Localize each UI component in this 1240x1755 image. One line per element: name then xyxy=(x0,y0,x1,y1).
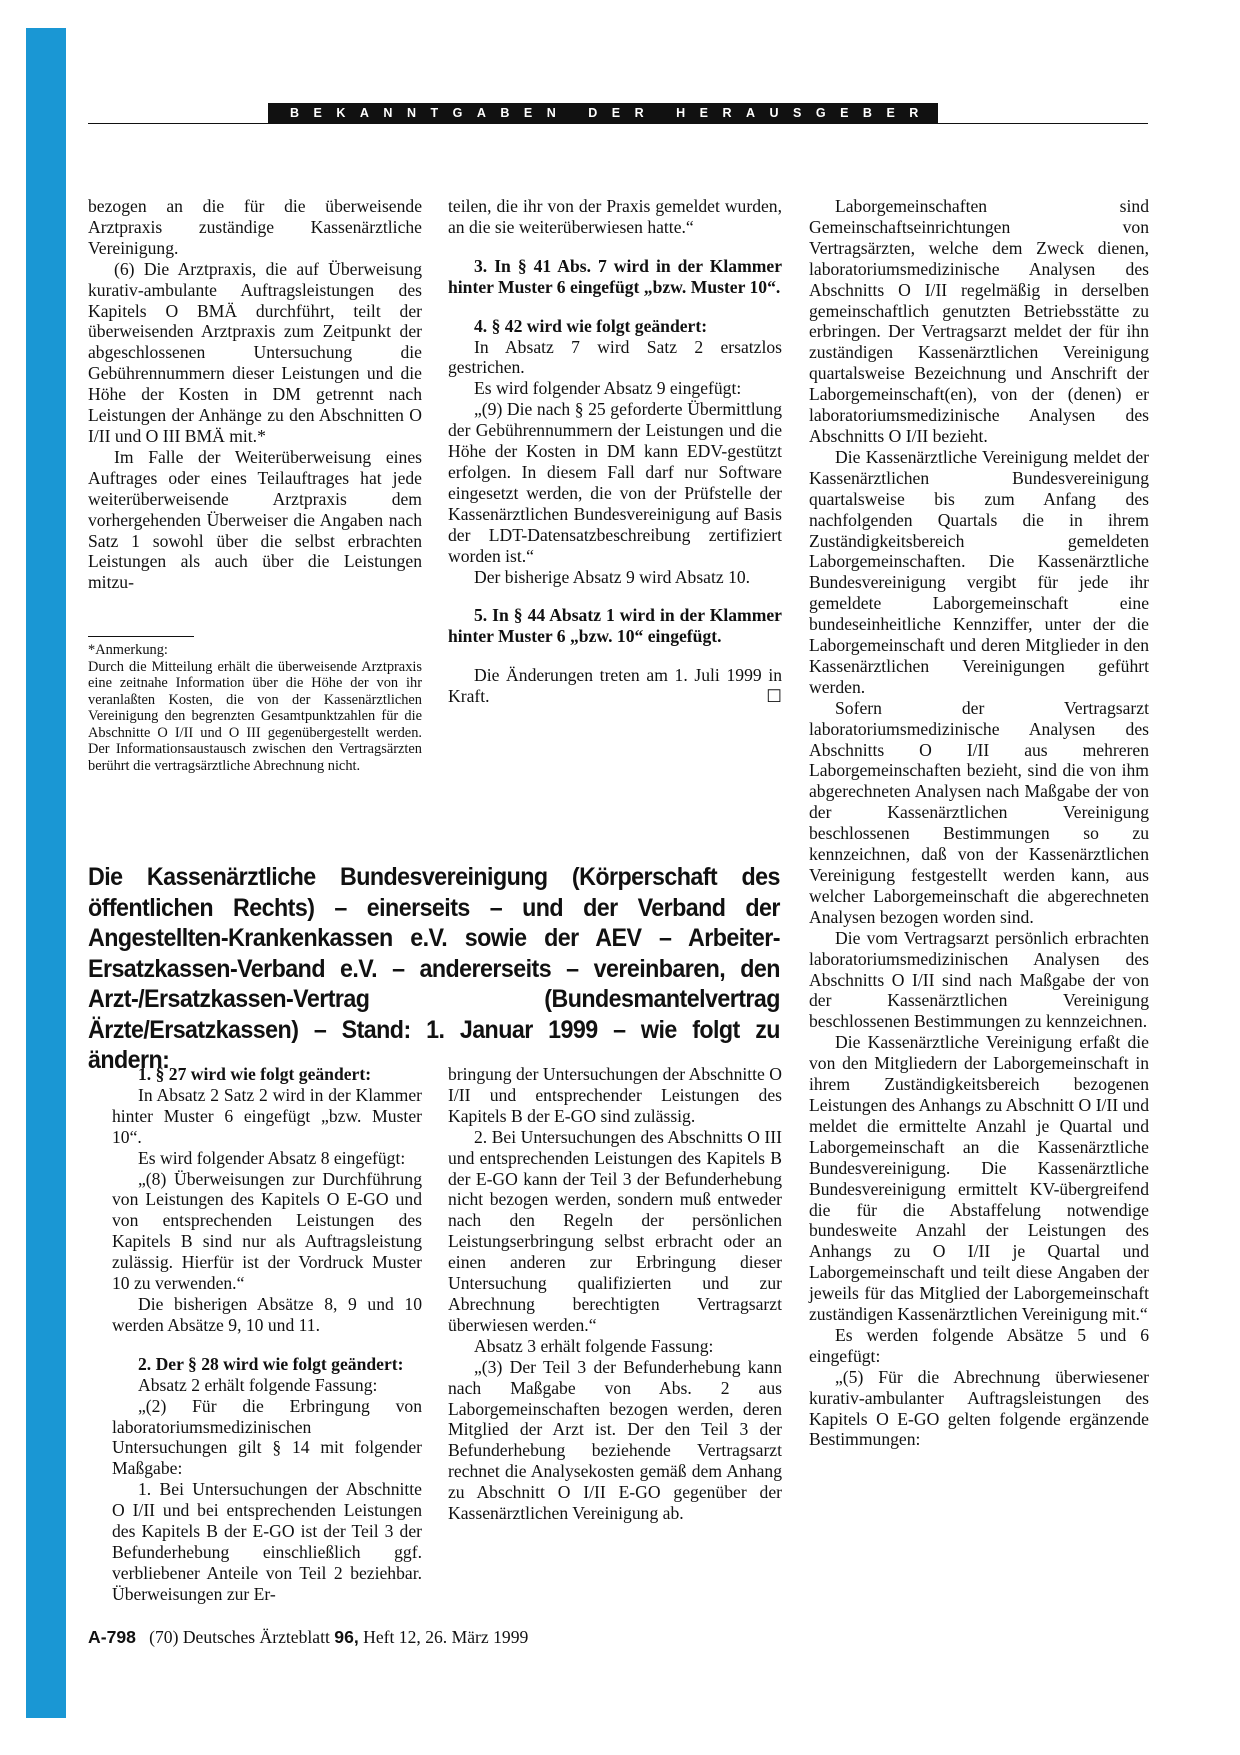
paragraph xyxy=(448,665,782,707)
paragraph: Die Kassenärztliche Vereinigung erfaßt die von den Mitgliedern der Laborgemeinschaft in ihrem Zuständigkeitsbereich bezogenen Leistungen des Anhangs zu Abschnitt O I/II und meldet die ermittelte Anzahl je Quartal und Laborgemeinschaft an die Kassenärztliche Bundesvereinigung. Die Kassenärztliche Bundesvereinigung ermittelt KV-übergreifend die für die Abstaffelung notwendige bundesweite Anzahl der Leistungen des Anhangs zu O I/II je Quartal und Laborgemeinschaft und teilt diese Angaben der jeweils für das Mitglied der Laborgemeinschaft zuständigen Kassenärztlichen Vereinigung mit.“ xyxy=(809,1032,1149,1325)
footnote-rule xyxy=(88,636,194,637)
footnote-label: *Anmerkung: xyxy=(88,642,168,658)
paragraph: „(5) Für die Abrechnung überwiesener kurativ-ambulanter Auftragsleistungen des Kapitels O E-GO gelten folgende ergänzende Bestimmungen: xyxy=(809,1366,1149,1450)
paragraph: Es werden folgende Absätze 5 und 6 eingefügt: xyxy=(809,1324,1149,1366)
closing-text: Die Änderungen treten am 1. Juli 1999 in Kraft. xyxy=(448,665,782,707)
citation-prefix: (70) Deutsches Ärzteblatt xyxy=(149,1627,335,1647)
section-heading-5: 5. In § 44 Absatz 1 wird in der Klammer hinter Muster 6 „bzw. 10“ eingefügt. xyxy=(448,605,782,647)
paragraph: Es wird folgender Absatz 9 eingefügt: xyxy=(474,378,742,399)
article-title: Die Kassenärztliche Bundesvereinigung (Körperschaft des öffentlichen Rechts) – einerseits – und der Verband der Angestellten-Krankenkassen e.V. sowie der AEV – Arbeiter-Ersatzkassen-Verband e.V. – andererseits – vereinbaren, den Arzt-/Ersatzkassen-Vertrag (Bundesmantelvertrag Ärzte/Ersatzkassen) – Stand: 1. Januar 1999 – wie folgt zu ändern: xyxy=(88,863,780,1074)
volume-number: 96, xyxy=(334,1627,359,1647)
paragraph: 1. Bei Untersuchungen der Abschnitte O I/II und bei entsprechenden Leistungen des Kapitels B der E-GO ist der Teil 3 der Befunderhebung einschließlich ggf. verbliebener Anteile von Teil 2 beziehbar. Überweisungen zur Er- xyxy=(112,1479,422,1604)
section-header: BEKANNTGABEN DER HERAUSGEBER xyxy=(268,103,938,123)
footnote-text: Durch die Mitteilung erhält die überweisende Arztpraxis eine zeitnahe Information über die Höhe der von ihr veranlaßten Kosten, die von der Kassenärztlichen Vereinigung den begrenzten Gesamtpunktzahlen für die Abschnitte O I/II und O III gegenübergestellt werden. Der Informationsaustausch zwischen den Vertragsärzten berührt die vertragsärztliche Abrechnung nicht. xyxy=(88,658,422,774)
paragraph: Die bisherigen Absätze 8, 9 und 10 werden Absätze 9, 10 und 11. xyxy=(112,1293,422,1335)
paragraph: Die vom Vertragsarzt persönlich erbrachten laboratoriumsmedizinischen Analysen des Abschnitts O I/II sind nach Maßgabe der von der Kassenärztlichen Vereinigung beschlossenen Bestimmungen zu kennzeichnen. xyxy=(809,927,1149,1032)
header-rule xyxy=(88,123,1148,124)
paragraph: In Absatz 7 wird Satz 2 ersatzlos gestrichen. xyxy=(448,336,782,378)
paragraph: Absatz 3 erhält folgende Fassung: xyxy=(474,1335,714,1356)
page-footer xyxy=(88,1627,528,1648)
paragraph: „(8) Überweisungen zur Durchführung von Leistungen des Kapitels O E-GO und von entsprechenden Leistungen des Kapitels B sind nur als Auftragsleistung zulässig. Hierfür ist der Vordruck Muster 10 zu verwenden.“ xyxy=(112,1168,422,1294)
paragraph: Laborgemeinschaften sind Gemeinschaftseinrichtungen von Vertragsärzten, welche dem Zweck dienen, laboratoriumsmedizinische Analysen des Abschnitts O I/II regelmäßig in derselben gemeinschaftlich genutzten Betriebsstätte zu erbringen. Der Vertragsarzt meldet der für ihn zuständigen Kassenärztlichen Vereinigung quartalsweise Bezeichnung und Anschrift der Laborgemeinschaft(en), von der (denen) er laboratoriumsmedizinische Analysen des Abschnitts O I/II bezieht. xyxy=(809,196,1149,446)
blue-side-bar xyxy=(26,28,66,1718)
footnote xyxy=(88,642,422,774)
end-mark-icon: ☐ xyxy=(766,686,782,707)
paragraph: Absatz 2 erhält folgende Fassung: xyxy=(138,1374,378,1395)
paragraph: „(2) Für die Erbringung von laboratoriumsmedizinischen Untersuchungen gilt § 14 mit folgender Maßgabe: xyxy=(112,1395,422,1479)
column-5 xyxy=(448,1064,782,1524)
paragraph: „(9) Die nach § 25 geforderte Übermittlung der Gebührennummern der Leistungen und die Höhe der Kosten in DM kann EDV-gestützt erfolgen. In diesem Fall darf nur Software eingesetzt werden, die von der Prüfstelle der Kassenärztlichen Bundesvereinigung auf Basis der LDT-Datensatzbeschreibung zertifiziert worden ist.“ xyxy=(448,399,782,566)
paragraph: Sofern der Vertragsarzt laboratoriumsmedizinische Analysen des Abschnitts O I/II aus mehreren Laborgemeinschaften bezieht, sind die von ihm abgerechneten Analysen nach Maßgabe der von der Kassenärztlichen Vereinigung beschlossenen Bestimmungen so zu kennzeichnen, daß von der Kassenärztlichen Vereinigung festgestellt werden kann, aus welcher Laborgemeinschaft die abgerechneten Analysen bezogen worden sind. xyxy=(809,697,1149,927)
paragraph: (6) Die Arztpraxis, die auf Überweisung kurativ-ambulante Auftragsleistungen des Kapitels O BMÄ durchführt, teilt der überweisenden Arztpraxis zum Zeitpunkt der abgeschlossenen Untersuchung die Gebührennummern dieser Leistungen und die Höhe der Kosten in DM getrennt nach Leistungen der Anhänge zu den Abschnitten O I/II und O III BMÄ mit.* xyxy=(88,258,422,446)
paragraph: Es wird folgender Absatz 8 eingefügt: xyxy=(138,1147,406,1168)
paragraph: In Absatz 2 Satz 2 wird in der Klammer hinter Muster 6 eingefügt „bzw. Muster 10“. xyxy=(112,1084,422,1147)
column-1 xyxy=(88,196,422,593)
column-4 xyxy=(112,1064,422,1605)
section-heading-3: 3. In § 41 Abs. 7 wird in der Klammer hinter Muster 6 eingefügt „bzw. Muster 10“. xyxy=(448,255,782,297)
paragraph: Der bisherige Absatz 9 wird Absatz 10. xyxy=(474,566,751,587)
paragraph: teilen, die ihr von der Praxis gemeldet wurden, an die sie weiterüberwiesen hatte.“ xyxy=(448,196,782,237)
section-heading-4: 4. § 42 wird wie folgt geändert: xyxy=(474,315,708,336)
paragraph: Im Falle der Weiterüberweisung eines Auftrages oder eines Teilauftrages hat jede weiterüberweisende Arztpraxis dem vorhergehenden Überweiser die Angaben nach Satz 1 sowohl über die selbst erbrachten Leistungen als auch über die Leistungen mitzu- xyxy=(88,446,422,593)
column-2 xyxy=(448,196,782,707)
column-3 xyxy=(809,196,1149,1450)
paragraph: Die Kassenärztliche Vereinigung meldet der Kassenärztlichen Bundesvereinigung quartalsweise bis zum Anfang des nachfolgenden Quartals die in ihrem Zuständigkeitsbereich gemeldeten Laborgemeinschaften. Die Kassenärztliche Bundesvereinigung vergibt für jede ihr gemeldete Laborgemeinschaft eine bundeseinheitliche Kennziffer, unter der die Laborgemeinschaft und deren Mitglieder in den Kassenärztlichen Vereinigungen geführt werden. xyxy=(809,446,1149,697)
paragraph: „(3) Der Teil 3 der Befunderhebung kann nach Maßgabe von Abs. 2 aus Laborgemeinschaften bezogen werden, deren Mitglied der Arzt ist. Der den Teil 3 der Befunderhebung beziehende Vertragsarzt rechnet die Analysekosten gemäß dem Anhang zu Abschnitt O I/II E-GO gegenüber der Kassenärztlichen Vereinigung ab. xyxy=(448,1356,782,1524)
citation-suffix: Heft 12, 26. März 1999 xyxy=(358,1627,529,1647)
paragraph: bezogen an die für die überweisende Arztpraxis zuständige Kassenärztliche Vereinigung. xyxy=(88,196,422,258)
page-number: A-798 xyxy=(88,1627,136,1647)
paragraph: 2. Bei Untersuchungen des Abschnitts O III und entsprechenden Leistungen des Kapitels B der E-GO kann der Teil 3 der Befunderhebung nicht bezogen werden, sondern muß entweder nach den Regeln der persönlichen Leistungserbringung selbst erbracht oder an einen anderen zur Erbringung dieser Untersuchung qualifizierten und zur Abrechnung berechtigten Vertragsarzt überwiesen werden.“ xyxy=(448,1126,782,1335)
paragraph: bringung der Untersuchungen der Abschnitte O I/II und entsprechender Leistungen des Kapitels B der E-GO sind zulässig. xyxy=(448,1064,782,1126)
section-heading-2: 2. Der § 28 wird wie folgt geändert: xyxy=(138,1353,404,1374)
section-heading-1: 1. § 27 wird wie folgt geändert: xyxy=(138,1064,372,1084)
